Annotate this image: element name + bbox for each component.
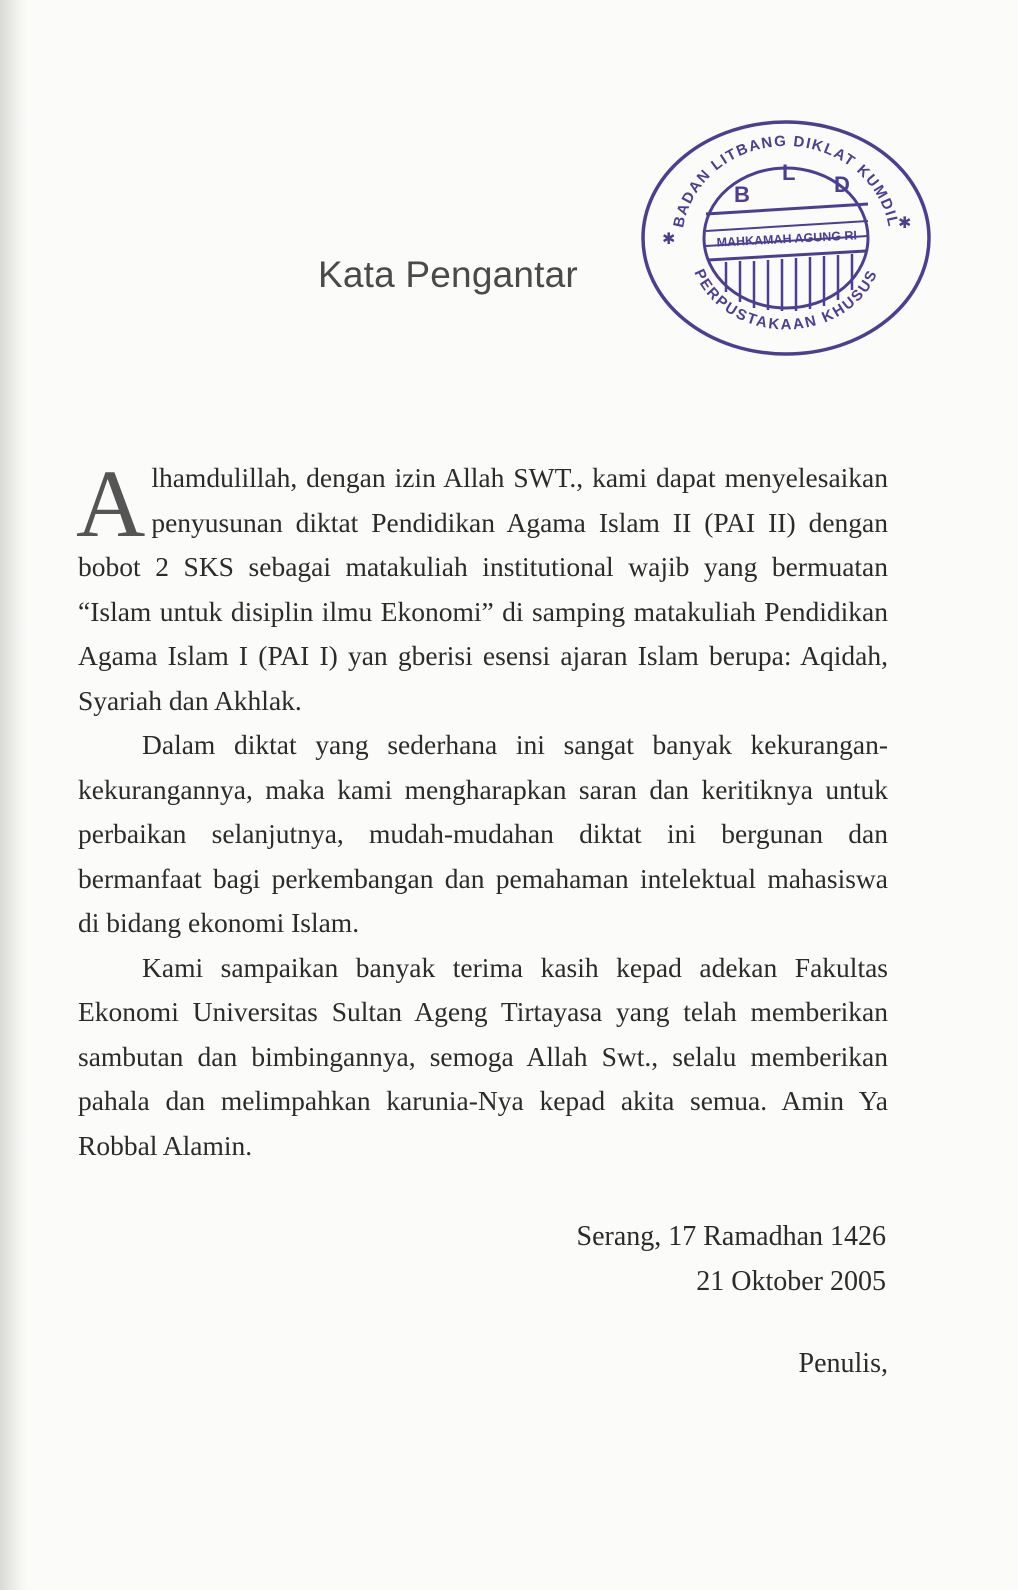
stamp-letter-l: L	[782, 160, 796, 185]
stamp-letter-d: D	[834, 172, 850, 197]
stamp-star-right-icon: ✱	[898, 215, 912, 232]
paragraph-1-text: lhamdulillah, dengan izin Allah SWT., kami dapat menyelesaikan penyusunan diktat Pendidikan Agama Islam II (PAI II) dengan bobot 2 SKS sebagai matakuliah institutional wajib yang bermuatan “Islam untuk disiplin ilmu Ekonomi” di samping matakuliah Pendidikan Agama Islam I (PAI I) yan gberisi esensi ajaran Islam berupa: Aqidah, Syariah dan Akhlak.	[78, 462, 888, 716]
signature-author: Penulis,	[798, 1348, 888, 1379]
stamp-star-left-icon: ✱	[662, 231, 676, 248]
dropcap-letter: A	[76, 450, 146, 557]
stamp-band-text: MAHKAMAH AGUNG RI	[716, 228, 858, 250]
stamp-letter-b: B	[734, 182, 750, 207]
page-title: Kata Pengantar	[318, 254, 578, 295]
signoff-place-date-hijri: Serang, 17 Ramadhan 1426	[576, 1221, 886, 1252]
stamp-bottom-arc: PERPUSTAKAAN KHUSUS	[690, 266, 882, 334]
paragraph-2: Dalam diktat yang sederhana ini sangat banyak kekurangan-kekurangannya, maka kami mengharapkan saran dan keritiknya untuk perbaikan selanjutnya, mudah-mudahan diktat ini bergunan dan bermanfaat bagi perkembangan dan pemahaman intelektual mahasiswa di bidang ekonomi Islam.	[78, 729, 888, 938]
signoff-date-gregorian: 21 Oktober 2005	[696, 1266, 886, 1297]
page-edge-shadow	[0, 0, 26, 1590]
paragraph-1	[76, 450, 888, 723]
signoff-block	[577, 1214, 887, 1304]
stamp-top-arc: BADAN LITBANG DIKLAT KUMDIL	[670, 132, 902, 230]
library-stamp	[636, 118, 936, 358]
preface-body	[76, 450, 888, 1168]
paragraph-3: Kami sampaikan banyak terima kasih kepad adekan Fakultas Ekonomi Universitas Sultan Ageng Tirtayasa yang telah memberikan sambutan dan bimbingannya, semoga Allah Swt., selalu memberikan pahala dan melimpahkan karunia-Nya kepad akita semua. Amin Ya Robbal Alamin.	[78, 951, 888, 1161]
